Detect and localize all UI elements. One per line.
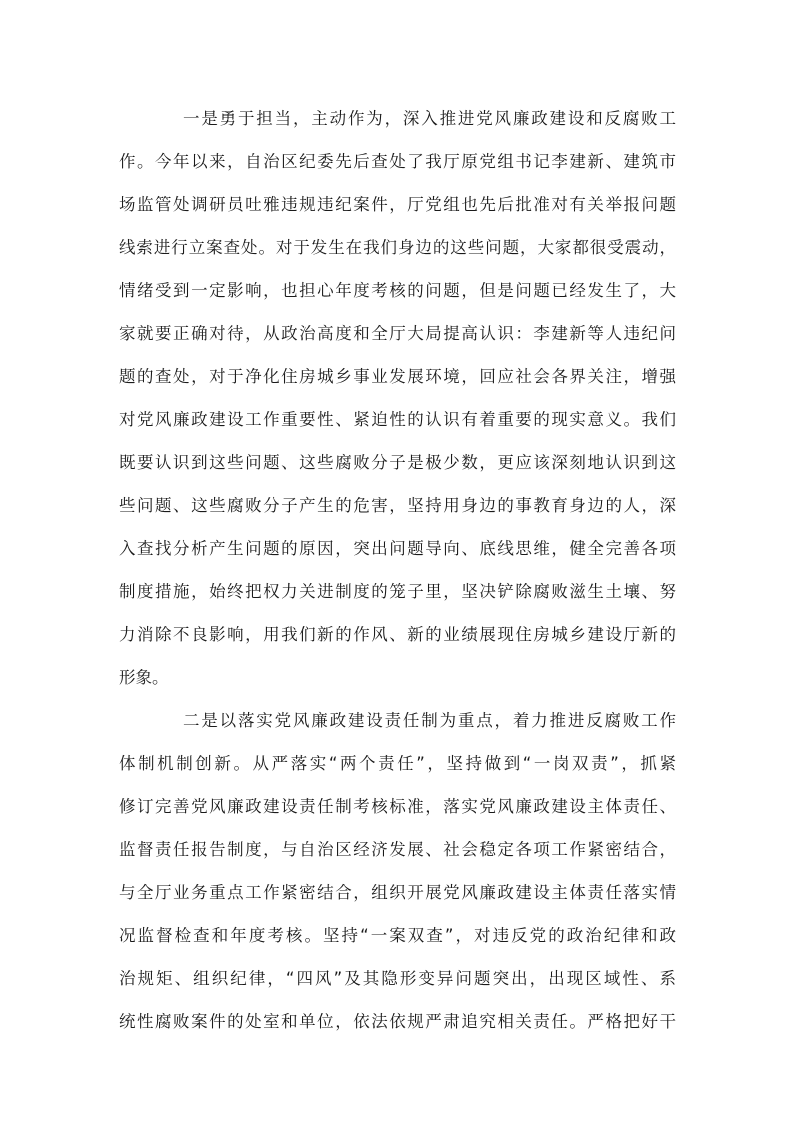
paragraph-line: 与全厅业务重点工作紧密结合，组织开展党风廉政建设主体责任落实情 (119, 883, 676, 902)
paragraph-line: 场监管处调研员吐雅违规违纪案件，厅党组也先后批准对有关举报问题 (119, 195, 676, 214)
paragraph-line: 力消除不良影响，用我们新的作风、新的业绩展现住房城乡建设厅新的 (119, 625, 676, 644)
paragraph-line: 况监督检查和年度考核。坚持“一案双查”，对违反党的政治纪律和政 (119, 926, 676, 945)
paragraph-line: 作。今年以来，自治区纪委先后查处了我厅原党组书记李建新、建筑市 (119, 152, 676, 171)
paragraph-line: 监督责任报告制度，与自治区经济发展、社会稳定各项工作紧密结合， (119, 840, 676, 859)
paragraph-line: 二是以落实党风廉政建设责任制为重点，着力推进反腐败工作 (183, 711, 676, 730)
paragraph-line: 情绪受到一定影响，也担心年度考核的问题，但是问题已经发生了，大 (119, 281, 676, 300)
paragraph-line: 些问题、这些腐败分子产生的危害，坚持用身边的事教育身边的人，深 (119, 496, 676, 515)
paragraph-line: 体制机制创新。从严落实“两个责任”，坚持做到“一岗双责”，抓紧 (119, 754, 676, 773)
paragraph-line: 形象。 (119, 668, 169, 687)
paragraph-line: 线索进行立案查处。对于发生在我们身边的这些问题，大家都很受震动， (119, 238, 676, 257)
paragraph-line: 一是勇于担当，主动作为，深入推进党风廉政建设和反腐败工 (183, 109, 676, 128)
paragraph-line: 修订完善党风廉政建设责任制考核标准，落实党风廉政建设主体责任、 (119, 797, 676, 816)
paragraph-line: 治规矩、组织纪律，“四风”及其隐形变异问题突出，出现区域性、系 (119, 969, 676, 988)
paragraph-line: 家就要正确对待，从政治高度和全厅大局提高认识：李建新等人违纪问 (119, 324, 676, 343)
paragraph-line: 入查找分析产生问题的原因，突出问题导向、底线思维，健全完善各项 (119, 539, 676, 558)
paragraph-line: 统性腐败案件的处室和单位，依法依规严肃追究相关责任。严格把好干 (119, 1012, 676, 1031)
paragraph-line: 对党风廉政建设工作重要性、紧迫性的认识有着重要的现实意义。我们 (119, 410, 676, 429)
paragraph-line: 题的查处，对于净化住房城乡事业发展环境，回应社会各界关注，增强 (119, 367, 676, 386)
paragraph-line: 制度措施，始终把权力关进制度的笼子里，坚决铲除腐败滋生土壤、努 (119, 582, 676, 601)
paragraph-line: 既要认识到这些问题、这些腐败分子是极少数，更应该深刻地认识到这 (119, 453, 676, 472)
